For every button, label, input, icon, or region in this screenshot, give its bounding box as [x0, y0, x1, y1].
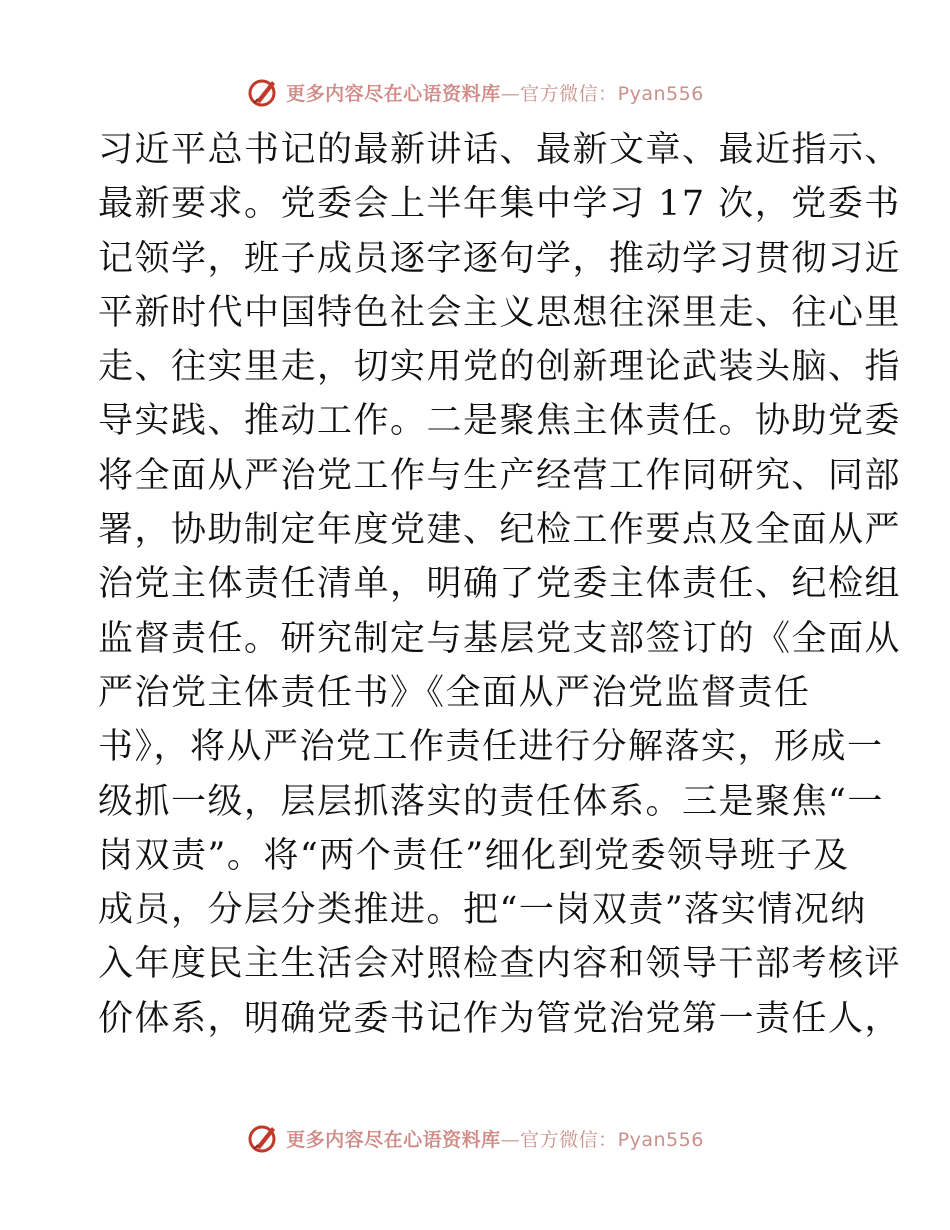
body-line-14: 岗双责”。将“两个责任”细化到党委领导班子及 [98, 835, 850, 876]
document-body [98, 123, 902, 1046]
body-line-2: 最新要求。党委会上半年集中学习 17 次，党委书 [98, 184, 901, 225]
body-line-7: 将全面从严治党工作与生产经营工作同研究、同部 [98, 455, 902, 496]
body-line-6: 导实践、推动工作。二是聚焦主体责任。协助党委 [98, 401, 902, 442]
header-banner-text [286, 79, 704, 106]
header-watermark-banner [0, 72, 950, 112]
footer-banner-text [286, 1125, 704, 1152]
footer-dash: — [500, 1128, 521, 1151]
body-line-3: 记领学，班子成员逐字逐句学，推动学习贯彻习近 [98, 238, 902, 279]
body-line-4: 平新时代中国特色社会主义思想往深里走、往心里 [98, 292, 902, 333]
header-main-text: 更多内容尽在心语资料库 [286, 82, 501, 105]
quill-pen-logo-icon [246, 75, 280, 109]
body-line-12: 书》，将从严治党工作责任进行分解落实，形成一 [98, 727, 884, 768]
footer-main-text: 更多内容尽在心语资料库 [286, 1128, 501, 1151]
footer-watermark-banner [0, 1118, 950, 1158]
body-line-11: 严治党主体责任书》《全面从严治党监督责任 [98, 672, 811, 713]
body-line-15: 成员，分层分类推进。把“一岗双责”落实情况纳 [98, 890, 867, 931]
body-line-8: 署，协助制定年度党建、纪检工作要点及全面从严 [98, 510, 902, 551]
body-line-9: 治党主体责任清单，明确了党委主体责任、纪检组 [98, 564, 902, 605]
body-line-17: 价体系，明确党委书记作为管党治党第一责任人， [98, 998, 902, 1039]
header-dash: — [500, 82, 521, 105]
quill-pen-logo-icon [246, 1121, 280, 1155]
body-line-1: 习近平总书记的最新讲话、最新文章、最近指示、 [98, 130, 902, 170]
body-line-10: 监督责任。研究制定与基层党支部签订的《全面从 [98, 618, 902, 659]
header-wechat-text: 官方微信：Pyan556 [520, 82, 704, 105]
body-line-5: 走、往实里走，切实用党的创新理论武装头脑、指 [98, 347, 902, 388]
footer-wechat-text: 官方微信：Pyan556 [520, 1128, 704, 1151]
body-line-16: 入年度民主生活会对照检查内容和领导干部考核评 [98, 944, 902, 985]
body-line-13: 级抓一级，层层抓落实的责任体系。三是聚焦“一 [98, 781, 884, 822]
